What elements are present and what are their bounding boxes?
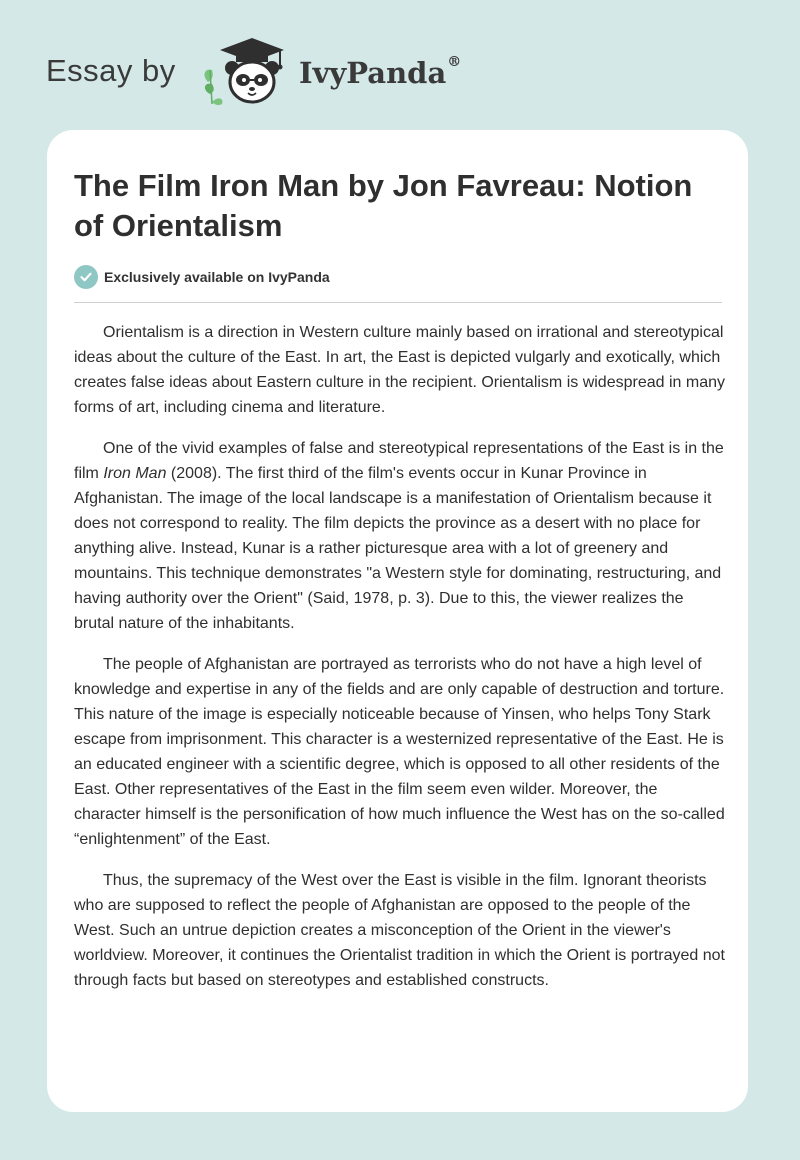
paragraph: Orientalism is a direction in Western culture mainly based on irrational and stereotypical ideas about the culture of the East. In art, the East is depicted vulgarly and exotically, which creates false ideas about Eastern culture in the recipient. Orientalism is widespread in many forms of art, including cinema and literature. <box>74 324 725 416</box>
essay-by-label: Essay by <box>46 53 176 88</box>
exclusive-badge <box>74 264 330 290</box>
panda-graduate-icon[interactable] <box>200 36 296 108</box>
film-title-italic: Iron Man <box>103 465 167 482</box>
paragraph-text: One of the vivid examples of false and stereotypical representations of the East is in the film <box>74 440 724 482</box>
divider <box>74 302 722 303</box>
paragraph <box>74 436 726 636</box>
registered-mark: ® <box>447 54 462 70</box>
paragraph: The people of Afghanistan are portrayed as terrorists who do not have a high level of knowledge and expertise in any of the fields and are only capable of destruction and torture. This nature of the image is especially noticeable because of Yinsen, who helps Tony Stark escape from imprisonment. This character is a westernized representative of the East. He is an educated engineer with a scientific degree, which is opposed to all other residents of the East. Other representatives of the East in the film seem even wilder. Moreover, the character himself is the personification of how much influence the West has on the so-called “enlightenment” of the East. <box>74 656 725 848</box>
essay-body <box>74 320 726 1009</box>
essay-title: The Film Iron Man by Jon Favreau: Notion of Orientalism <box>74 168 693 243</box>
site-header <box>46 36 506 108</box>
check-circle-icon <box>74 265 98 289</box>
brand-name-text: IvyPanda <box>299 56 447 90</box>
paragraph: Thus, the supremacy of the West over the East is visible in the film. Ignorant theorists who are supposed to reflect the people of Afghanistan are opposed to the people of the West. Such an untrue depiction creates a misconception of the Orient in the viewer's worldview. Moreover, it continues the Orientalist tradition in which the Orient is portrayed not through facts but based on stereotypes and established constructs. <box>74 872 725 989</box>
paragraph-text: (2008). The first third of the film's events occur in Kunar Province in Afghanistan. The image of the local landscape is a manifestation of Orientalism because it does not correspond to reality. The film depicts the province as a desert with no place for anything alive. Instead, Kunar is a rather picturesque area with a lot of greenery and mountains. This technique demonstrates "a Western style for dominating, restructuring, and having authority over the Orient" (Said, 1978, p. 3). Due to this, the viewer realizes the brutal nature of the inhabitants. <box>74 465 722 632</box>
brand-name[interactable] <box>299 56 461 90</box>
exclusive-badge-text: Exclusively available on IvyPanda <box>104 269 330 285</box>
essay-card <box>47 130 748 1112</box>
